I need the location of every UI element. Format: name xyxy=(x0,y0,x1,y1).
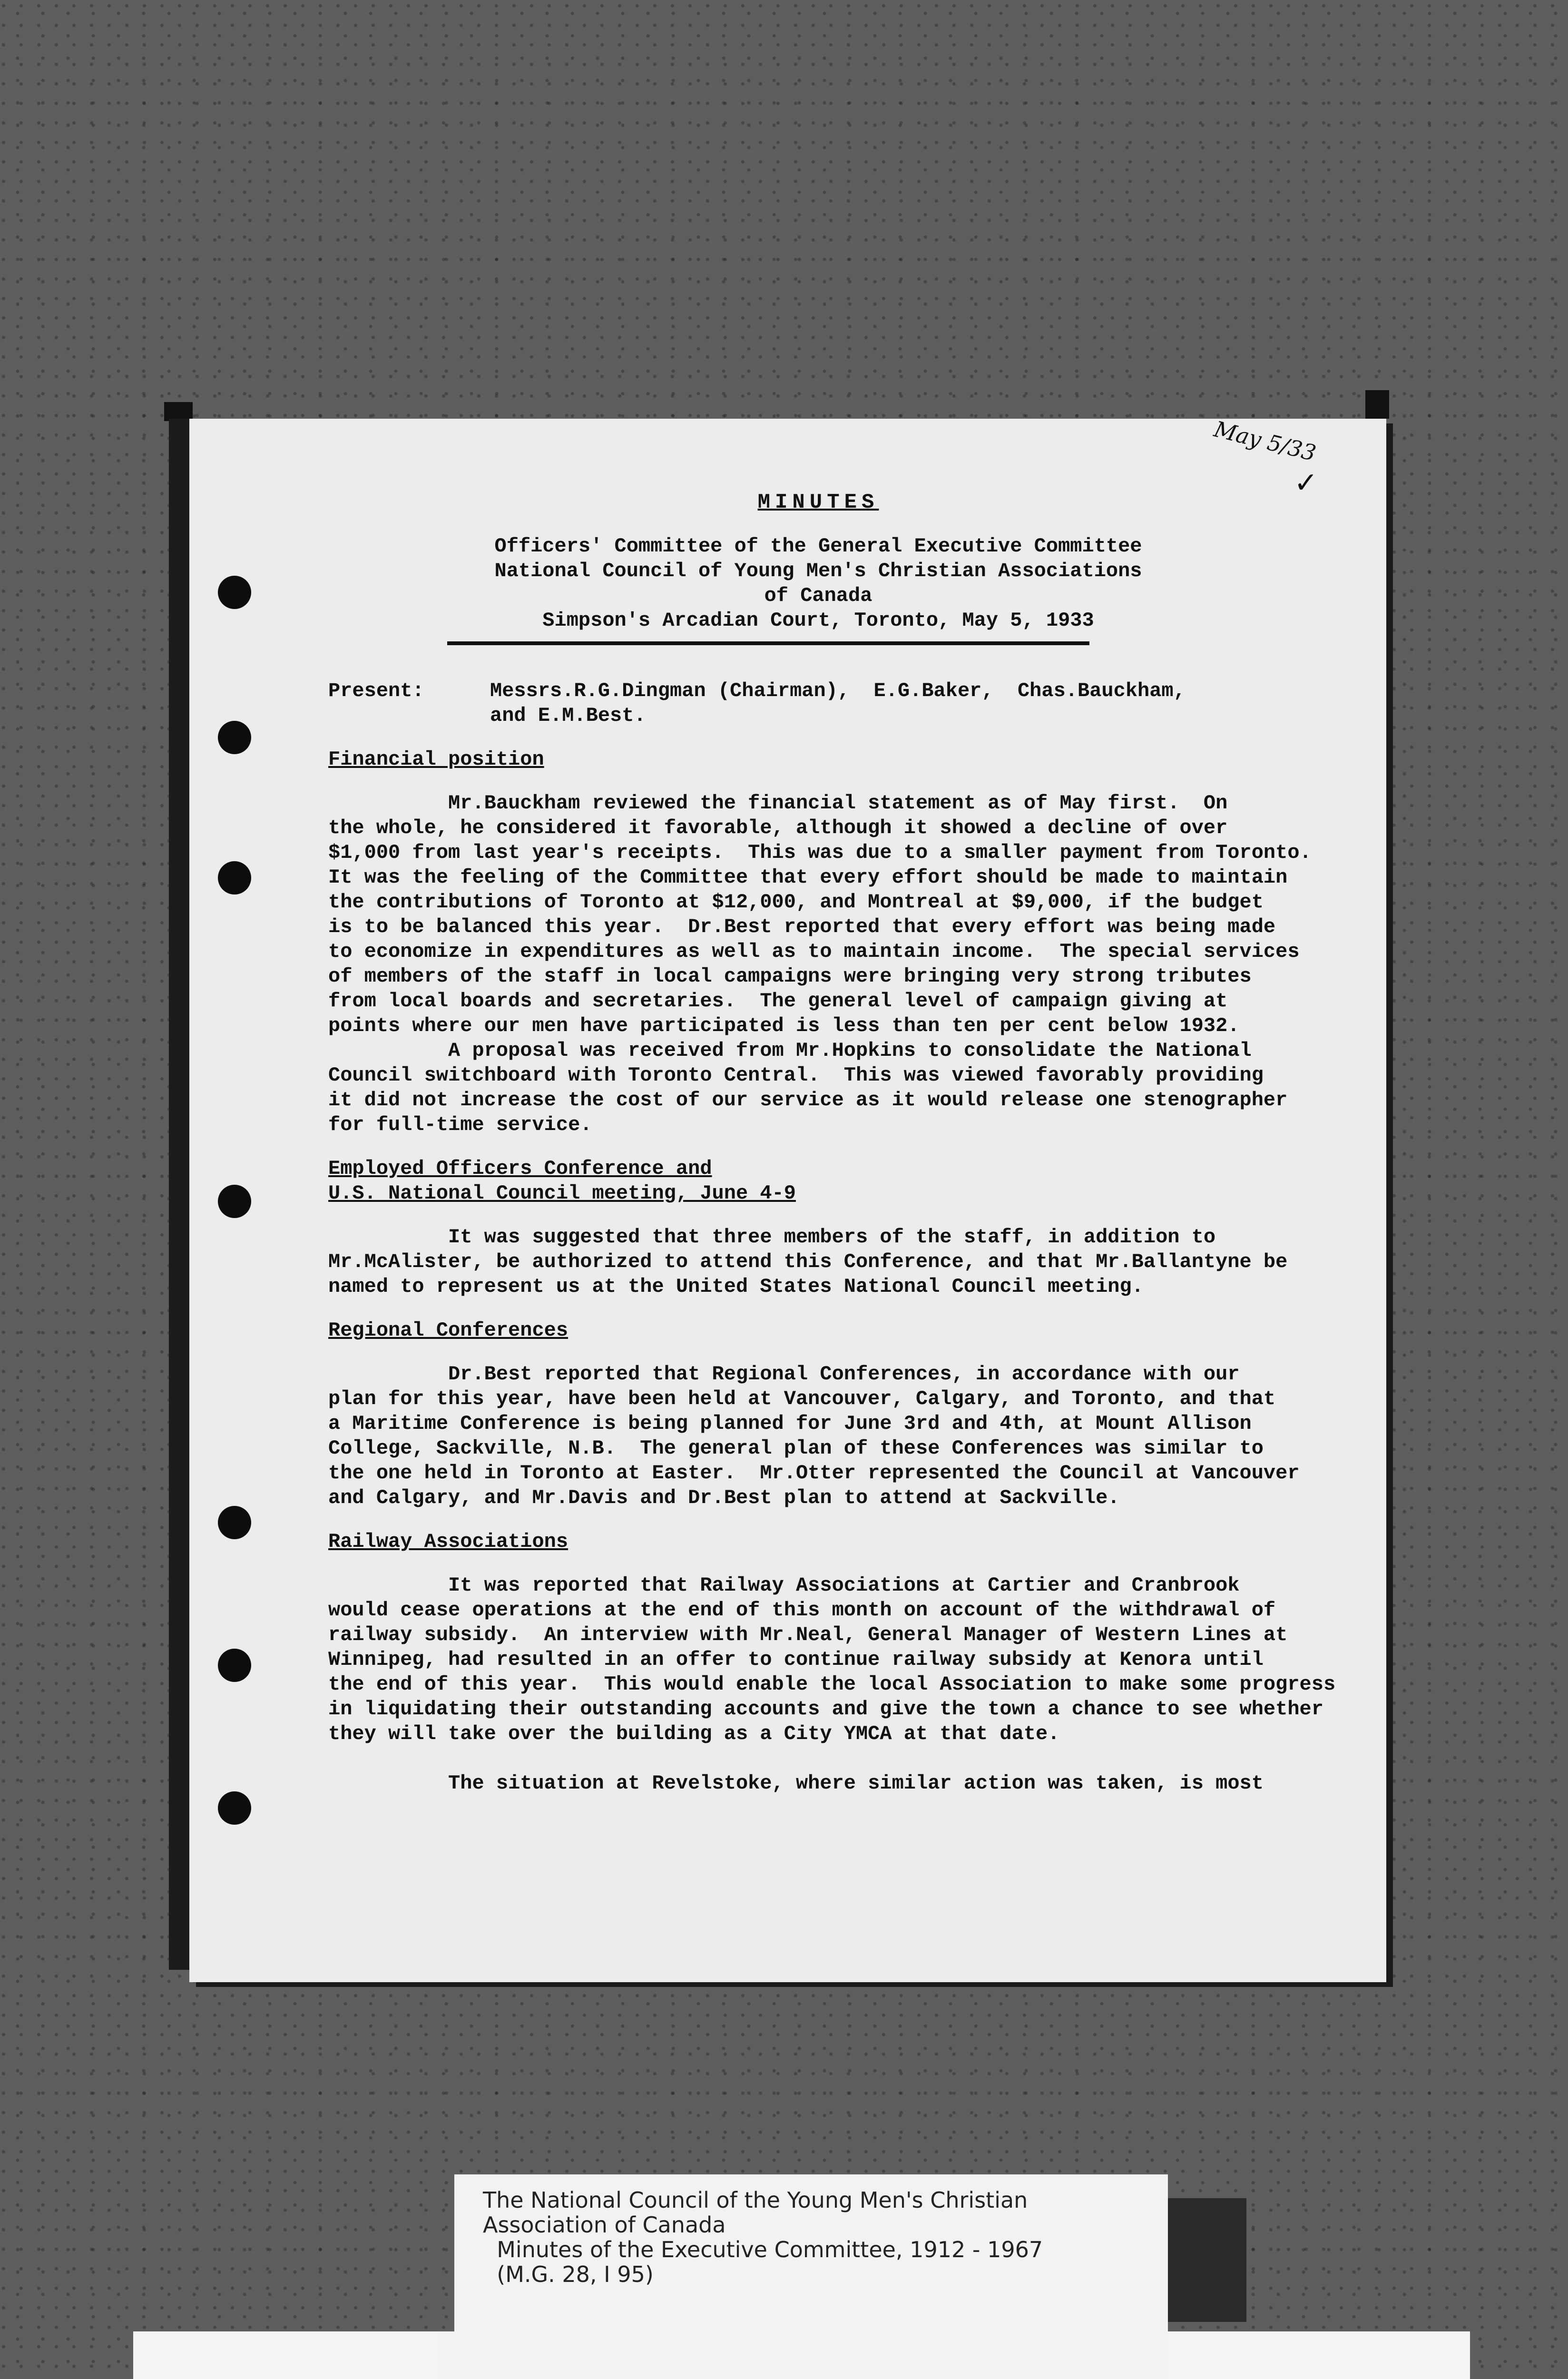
section-text: It was reported that Railway Associations at Cartier and Cranbrook would cease operations at the end of this month on account of the withdrawal of railway subsidy. An interview with Mr.Neal, General Manager of Western Lines at Winnipeg, had resulted in an offer to continue railway subsidy at Kenora until the end of this year. This would enable the local Association to make some progress in liquidating their outstanding accounts and give the town a chance to see whether they will take over the building as a City YMCA at that date. The situation at Revelstoke, where similar action was taken, is most xyxy=(328,1574,1336,1795)
section-heading: Employed Officers Conference and U.S. National Council meeting, June 4-9 xyxy=(328,1157,796,1205)
binding-clip-right xyxy=(1365,390,1389,419)
subheading-line: of Canada xyxy=(764,584,872,607)
binding-clip-left xyxy=(164,402,193,421)
minutes-document xyxy=(328,490,1337,1796)
subheading-line: Officers' Committee of the General Executive Committee xyxy=(494,535,1142,558)
punch-hole xyxy=(218,1649,251,1682)
punch-hole xyxy=(218,576,251,609)
collection-label-card xyxy=(454,2174,1168,2379)
section-text: It was suggested that three members of the staff, in addition to Mr.McAlister, be authorized to attend this Conference, and that Mr.Ballantyne be named to represent us at the United States National Council meeting. xyxy=(328,1226,1288,1298)
punch-hole xyxy=(218,721,251,754)
label-line: Minutes of the Executive Committee, 1912 - 1967 xyxy=(483,2237,1043,2262)
document-title: MINUTES xyxy=(757,491,879,514)
section-heading: Regional Conferences xyxy=(328,1319,568,1342)
punch-hole xyxy=(218,1506,251,1539)
present-label: Present: xyxy=(328,679,424,702)
title-rule xyxy=(447,641,1089,645)
punch-hole xyxy=(218,1791,251,1825)
section-heading: Railway Associations xyxy=(328,1530,568,1553)
handwritten-date-note: May 5/33 xyxy=(1211,416,1319,466)
section-heading: Financial position xyxy=(328,748,544,771)
punch-hole xyxy=(218,1185,251,1218)
label-line: Association of Canada xyxy=(483,2212,726,2238)
present-names: Messrs.R.G.Dingman (Chairman), E.G.Baker, Chas.Bauckham, and E.M.Best. xyxy=(490,679,1186,727)
present-row xyxy=(328,678,1337,728)
punch-hole xyxy=(218,861,251,895)
label-line: (M.G. 28, I 95) xyxy=(483,2261,654,2287)
page-shadow-left xyxy=(169,419,190,1970)
subheading-line: National Council of Young Men's Christian Associations xyxy=(494,560,1142,582)
subheading-line: Simpson's Arcadian Court, Toronto, May 5, 1933 xyxy=(542,609,1094,632)
label-line: The National Council of the Young Men's Christian xyxy=(483,2187,1028,2213)
section-text: Dr.Best reported that Regional Conferences, in accordance with our plan for this year, have been held at Vancouver, Calgary, and Toronto, and that a Maritime Conference is being planned for June 3rd and 4th, at Mount Allison College, Sackville, N.B. The general plan of these Conferences was similar to the one held in Toronto at Easter. Mr.Otter represented the Council at Vancouver and Calgary, and Mr.Davis and Dr.Best plan to attend at Sackville. xyxy=(328,1363,1300,1509)
check-mark: ✓ xyxy=(1294,466,1318,500)
section-text: Mr.Bauckham reviewed the financial statement as of May first. On the whole, he considered it favorable, although it showed a decline of over $1,000 from last year's receipts. This was due to a smaller payment from Toronto. It was the feeling of the Committee that every effort should be made to maintain the contributions of Toronto at $12,000, and Montreal at $9,000, if the budget is to be balanced this year. Dr.Best reported that every effort was being made to economize in expenditures as well as to maintain income. The special services of members of the staff in local campaigns were bringing very strong tributes from local boards and secretaries. The general level of campaign giving at points where our men have participated is less than ten per cent below 1932. A proposal was received from Mr.Hopkins to consolidate the National Council switchboard with Toronto Central. This was viewed favorably providing it did not increase the cost of our service as it would release one stenographer for full-time service. xyxy=(328,792,1312,1136)
